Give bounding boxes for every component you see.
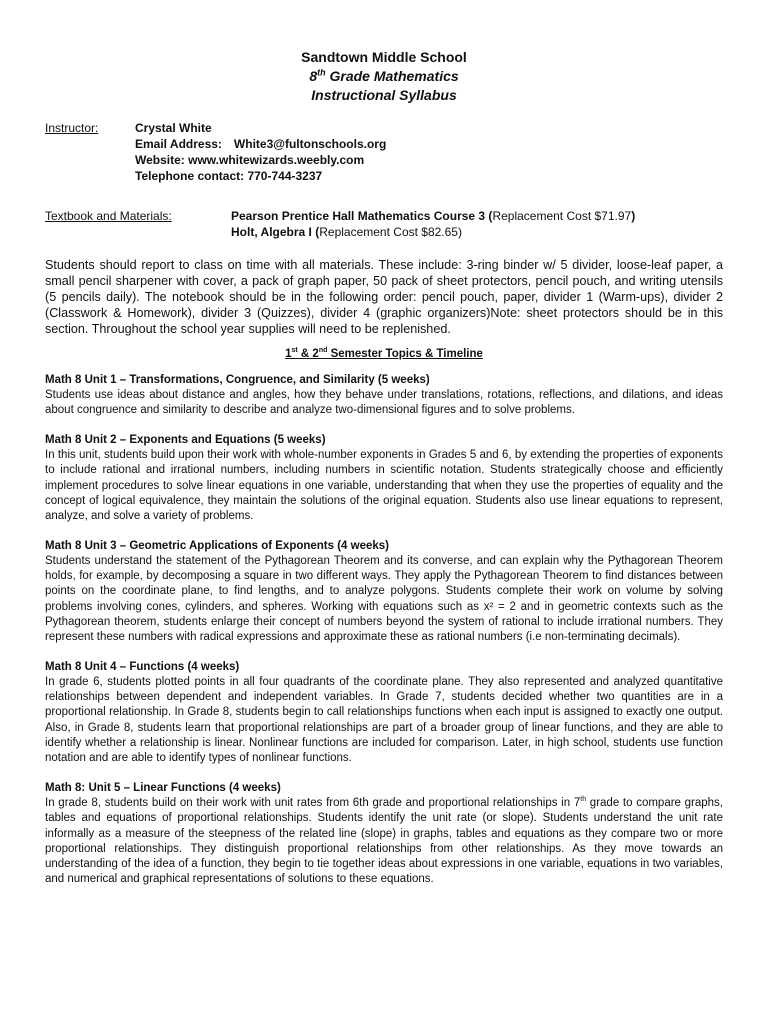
timeline-heading-part: 1 — [285, 347, 292, 360]
unit-description-part: In grade 8, students build on their work with unit rates from 6th grade and proportional relationships in 7 — [45, 796, 581, 809]
school-name: Sandtown Middle School — [301, 49, 467, 65]
unit-title: Math 8 Unit 4 – Functions (4 weeks) — [45, 660, 240, 673]
unit-section — [45, 373, 723, 419]
instructor-email-line — [135, 136, 386, 152]
unit-title: Math 8 Unit 3 – Geometric Applications of Exponents (4 weeks) — [45, 539, 390, 552]
textbook-1 — [231, 208, 635, 224]
instructor-details — [135, 120, 386, 184]
course-name-rest: Grade Mathematics — [325, 68, 459, 84]
course-name — [45, 67, 723, 86]
materials-label: Textbook and Materials: — [45, 209, 172, 223]
instructor-phone: Telephone contact: 770-744-3237 — [135, 169, 323, 183]
instructor-website: Website: www.whitewizards.weebly.com — [135, 153, 365, 167]
unit-title: Math 8 Unit 1 – Transformations, Congruence, and Similarity (5 weeks) — [45, 373, 430, 386]
instructor-email: White3@fultonschools.org — [233, 137, 387, 151]
grade-number: 8 — [309, 68, 318, 84]
textbook-2-cost: Replacement Cost $82.65) — [319, 225, 462, 239]
instructor-name: Crystal White — [135, 121, 212, 135]
textbook-2 — [231, 224, 635, 240]
unit-description: In this unit, students build upon their work with whole-number exponents in Grades 5 and 6, by extending the properties of exponents to include rational and irrational numbers, including numbers in scientific notation. Students strategically choose and efficiently implement procedures to solve linear equations in one variable, understanding that when they use the properties of equality and the concept of logical equivalence, they maintain the solutions of the original equation. Students also use linear equations to represent, analyze, and solve a variety of problems. — [45, 449, 723, 523]
unit-description: In grade 6, students plotted points in all four quadrants of the coordinate plane. They also represented and analyzed quantitative relationships between dependent and independent variables. In Grade 7, students decided whether two quantities are in a proportional relationship. In Grade 8, students begin to call relationships functions when each input is assigned to exactly one output. Also, in Grade 8, students learn that proportional relationships are part of a broader group of linear functions, and they are able to identify whether a relationship is linear. Nonlinear functions are included for comparison. Later, in high school, students use function notation and are able to identify types of nonlinear functions. — [45, 675, 723, 765]
textbook-1-cost: Replacement Cost $71.97 — [492, 209, 632, 223]
instructor-label: Instructor: — [45, 121, 99, 135]
instructor-section — [45, 120, 723, 184]
unit-description-sup: th — [580, 796, 587, 804]
timeline-heading-part: Semester Topics & Timeline — [327, 347, 483, 360]
supplies-paragraph: Students should report to class on time with all materials. These include: 3-ring binder w/ 5 divider, loose-leaf paper, a small pencil sharpener with cover, a pack of graph paper, 50 pack of sheet protectors, pencil pouch, and writing utensils (5 pencils daily). The notebook should be in the following order: pencil pouch, paper, divider 1 (Warm-ups), divider 2 (Classwork & Homework), divider 3 (Quizzes), divider 4 (graphic organizers)Note: sheet protectors should be in this section. Throughout the school year supplies will need to be replenished. — [45, 258, 723, 336]
unit-section — [45, 539, 723, 646]
materials-list — [231, 208, 635, 240]
document-header — [45, 48, 723, 105]
unit-section — [45, 781, 723, 888]
materials-section — [45, 208, 723, 240]
document-title: Instructional Syllabus — [311, 87, 457, 103]
unit-section — [45, 660, 723, 767]
unit-description: Students understand the statement of the Pythagorean Theorem and its converse, and can explain why the Pythagorean Theorem holds, for example, by decomposing a square in two different ways. They apply the Pythagorean Theorem to find distances between points on the coordinate plane, to find lengths, and to analyze polygons. Students complete their work on volume by solving problems involving cones, cylinders, and spheres. Working with equations such as x² = 2 and in geometric contexts such as the Pythagorean theorem, students enlarge their concept of numbers beyond the system of rational to include irrational numbers. They represent these numbers with radical expressions and approximate these as rational numbers (i.e non-terminating decimals). — [45, 554, 723, 644]
unit-title: Math 8 Unit 2 – Exponents and Equations (5 weeks) — [45, 433, 326, 446]
textbook-2-title: Holt, Algebra I ( — [231, 225, 320, 239]
unit-description: Students use ideas about distance and angles, how they behave under translations, rotations, reflections, and dilations, and ideas about congruence and similarity to describe and analyze two-dimensional figures and to solve problems. — [45, 389, 723, 417]
syllabus-page — [45, 48, 723, 888]
unit-section — [45, 433, 723, 525]
unit-description-part: grade to compare graphs, tables and equations of proportional relationships. Students identify the unit rate (or slope). Students understand the unit rate informally as a measure of the steepness of the related line (slope) in graphs, tables and equations as they compare two or more proportional relationships. They distinguish proportional relationships from other relationships. As they move towards an understanding of the idea of a function, they begin to tie together ideas about expressions in one variable, equations in two variables, and numerical and graphical representations of solutions to these equations. — [45, 796, 724, 886]
timeline-heading-sup: nd — [318, 347, 328, 354]
unit-description — [45, 796, 723, 888]
timeline-heading — [45, 347, 723, 360]
textbook-1-title: Pearson Prentice Hall Mathematics Course 3 ( — [231, 209, 493, 223]
grade-superscript: th — [317, 67, 326, 78]
email-label: Email Address: — [135, 137, 222, 151]
unit-title: Math 8: Unit 5 – Linear Functions (4 weeks) — [45, 781, 281, 794]
timeline-heading-sup: st — [291, 347, 298, 354]
textbook-1-close: ) — [631, 209, 636, 223]
timeline-heading-part: & 2 — [297, 347, 319, 360]
